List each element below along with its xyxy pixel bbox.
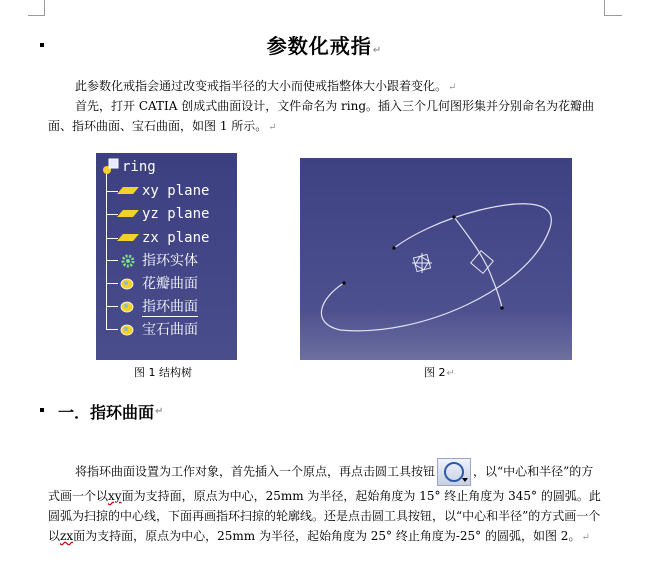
geometric-set-icon [120, 276, 136, 290]
figure2-caption: 图 2↵ [424, 366, 455, 379]
plane-icon [120, 207, 136, 221]
tree-item-xy-plane[interactable] [96, 180, 209, 202]
tree-item-label: yz plane [142, 206, 210, 222]
tree-root[interactable] [100, 157, 156, 177]
origin-axis-icon [412, 253, 432, 273]
circle-tool-button[interactable] [437, 458, 471, 486]
viewport-figure [300, 158, 572, 360]
circle-icon [444, 462, 464, 482]
product-root-icon [100, 157, 120, 177]
section-bullet [40, 408, 44, 412]
body-gear-icon [120, 253, 136, 267]
tree-item-gem-surface[interactable] [96, 318, 198, 340]
tree-root-label: ring [122, 159, 156, 175]
figure1-caption: 图 1 结构树 [134, 366, 192, 379]
tree-item-label: xy plane [142, 183, 210, 199]
tree-item-ring-surface[interactable] [96, 295, 198, 317]
crop-mark-top-left [28, 15, 44, 16]
tree-item-label: 指环实体 [142, 253, 198, 269]
tree-item-petal-surface[interactable] [96, 272, 198, 294]
section-heading: 一．指环曲面 ↵ [58, 403, 164, 422]
tree-item-zx-plane[interactable] [96, 227, 209, 249]
intro-paragraph: 此参数化戒指会通过改变戒指半径的大小而使戒指整体大小跟着变化。↵ [75, 79, 457, 93]
page-title: 参数化戒指↵ [266, 34, 383, 58]
plane-marker-icon [471, 251, 494, 274]
tree-item-yz-plane[interactable] [96, 203, 209, 225]
crop-mark-top-left [44, 0, 45, 16]
plane-icon [120, 184, 136, 198]
tree-item-ring-body[interactable] [96, 249, 198, 271]
tree-item-label: 花瓣曲面 [142, 276, 198, 292]
step1-paragraph: 首先，打开 CATIA 创成式曲面设计，文件命名为 ring。插入三个几何图形集并分别命名为花瓣曲面、指环曲面、宝石曲面，如图 1 所示。↵ [48, 99, 595, 133]
crop-mark-top-right [604, 0, 605, 16]
crop-mark-top-right [604, 15, 622, 16]
arc-sketch [300, 158, 572, 360]
tree-item-label: 宝石曲面 [142, 322, 198, 338]
section1-paragraph: 将指环曲面设置为工作对象，首先插入一个原点，再点击圆工具按钮 ，以“中心和半径”的方式画一个以xy面为支持面，原点为中心，25mm 为半径，起始角度为 15° 终止角度为 345° 的圆弧。此圆弧为扫掠的中心线，下面再画指环扫掠的轮廓线。还是点击圆工具按钮，以“中心和半径”的方式画一个以zx面为支持面，原点为中心，25mm 为半径，起始角度为 25° 终止角度为-25° 的圆弧，如图 2。↵ [48, 458, 604, 548]
tree-item-label: zx plane [142, 230, 210, 246]
geometric-set-icon [120, 322, 136, 336]
geometric-set-icon [120, 299, 136, 313]
tree-item-label: 指环曲面 [142, 296, 198, 317]
plane-icon [120, 231, 136, 245]
